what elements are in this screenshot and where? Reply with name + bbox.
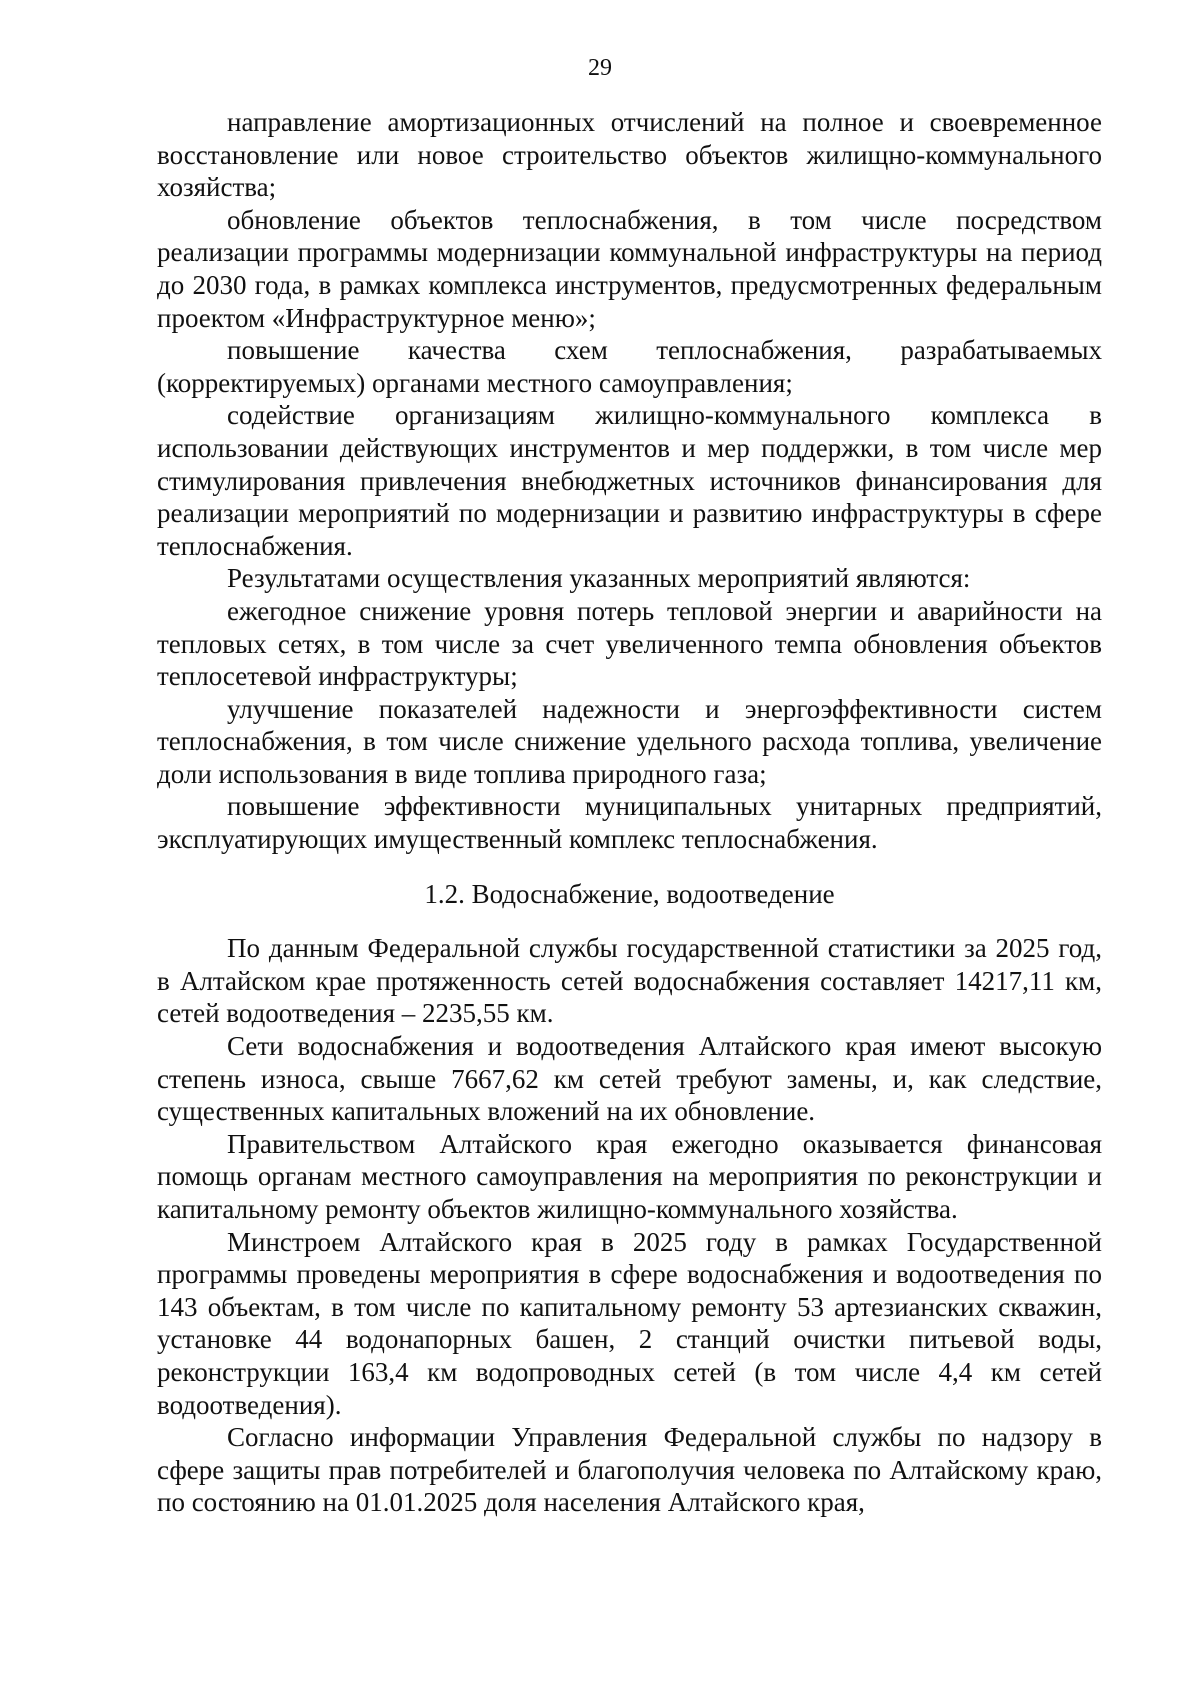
paragraph: Минстроем Алтайского края в 2025 году в рамках Государственной программы проведены мероприятия в сфере водоснабжения и водоотведения по 143 объектам, в том числе по капитальному ремонту 53 артезианских скважин, установке 44 водонапорных башен, 2 станций очистки питьевой воды, реконструкции 163,4 км водопроводных сетей (в том числе 4,4 км сетей водоотведения). <box>157 1226 1102 1420</box>
paragraph: ежегодное снижение уровня потерь тепловой энергии и аварийности на тепловых сетях, в том числе за счет увеличенного темпа обновления объектов теплосетевой инфраструктуры; <box>157 595 1102 692</box>
section-heading: 1.2. Водоснабжение, водоотведение <box>424 878 835 909</box>
paragraph: улучшение показателей надежности и энергоэффективности систем теплоснабжения, в том числе снижение удельного расхода топлива, увеличение доли использования в виде топлива природного газа; <box>157 693 1102 789</box>
document-body <box>157 106 1102 1519</box>
paragraph: Результатами осуществления указанных мероприятий являются: <box>227 563 971 594</box>
paragraph: Сети водоснабжения и водоотведения Алтайского края имеют высокую степень износа, свыше 7667,62 км сетей требуют замены, и, как следствие, существенных капитальных вложений на их обновление. <box>157 1031 1102 1127</box>
paragraph: Согласно информации Управления Федеральной службы по надзору в сфере защиты прав потребителей и благополучия человека по Алтайскому краю, по состоянию на 01.01.2025 доля населения Алтайского края, <box>157 1422 1102 1518</box>
paragraph: обновление объектов теплоснабжения, в том числе посредством реализации программы модернизации коммунальной инфраструктуры на период до 2030 года, в рамках комплекса инструментов, предусмотренных федеральным проектом «Инфраструктурное меню»; <box>157 204 1102 333</box>
paragraph: Правительством Алтайского края ежегодно оказывается финансовая помощь органам местного самоуправления на мероприятия по реконструкции и капитальному ремонту объектов жилищно-коммунального хозяйства. <box>157 1128 1102 1224</box>
paragraph: По данным Федеральной службы государственной статистики за 2025 год, в Алтайском крае протяженность сетей водоснабжения составляет 14217,11 км, сетей водоотведения – 2235,55 км. <box>157 933 1102 1029</box>
paragraph: повышение качества схем теплоснабжения, разрабатываемых (корректируемых) органами местного самоуправления; <box>157 335 1102 398</box>
page-number: 29 <box>588 55 612 81</box>
paragraph: содействие организациям жилищно-коммунального комплекса в использовании действующих инструментов и мер поддержки, в том числе мер стимулирования привлечения внебюджетных источников финансирования для реализации мероприятий по модернизации и развитию инфраструктуры в сфере теплоснабжения. <box>157 400 1102 561</box>
paragraph: направление амортизационных отчислений на полное и своевременное восстановление или новое строительство объектов жилищно-коммунального хозяйства; <box>157 107 1102 203</box>
paragraph: повышение эффективности муниципальных унитарных предприятий, эксплуатирующих имущественный комплекс теплоснабжения. <box>157 791 1102 855</box>
